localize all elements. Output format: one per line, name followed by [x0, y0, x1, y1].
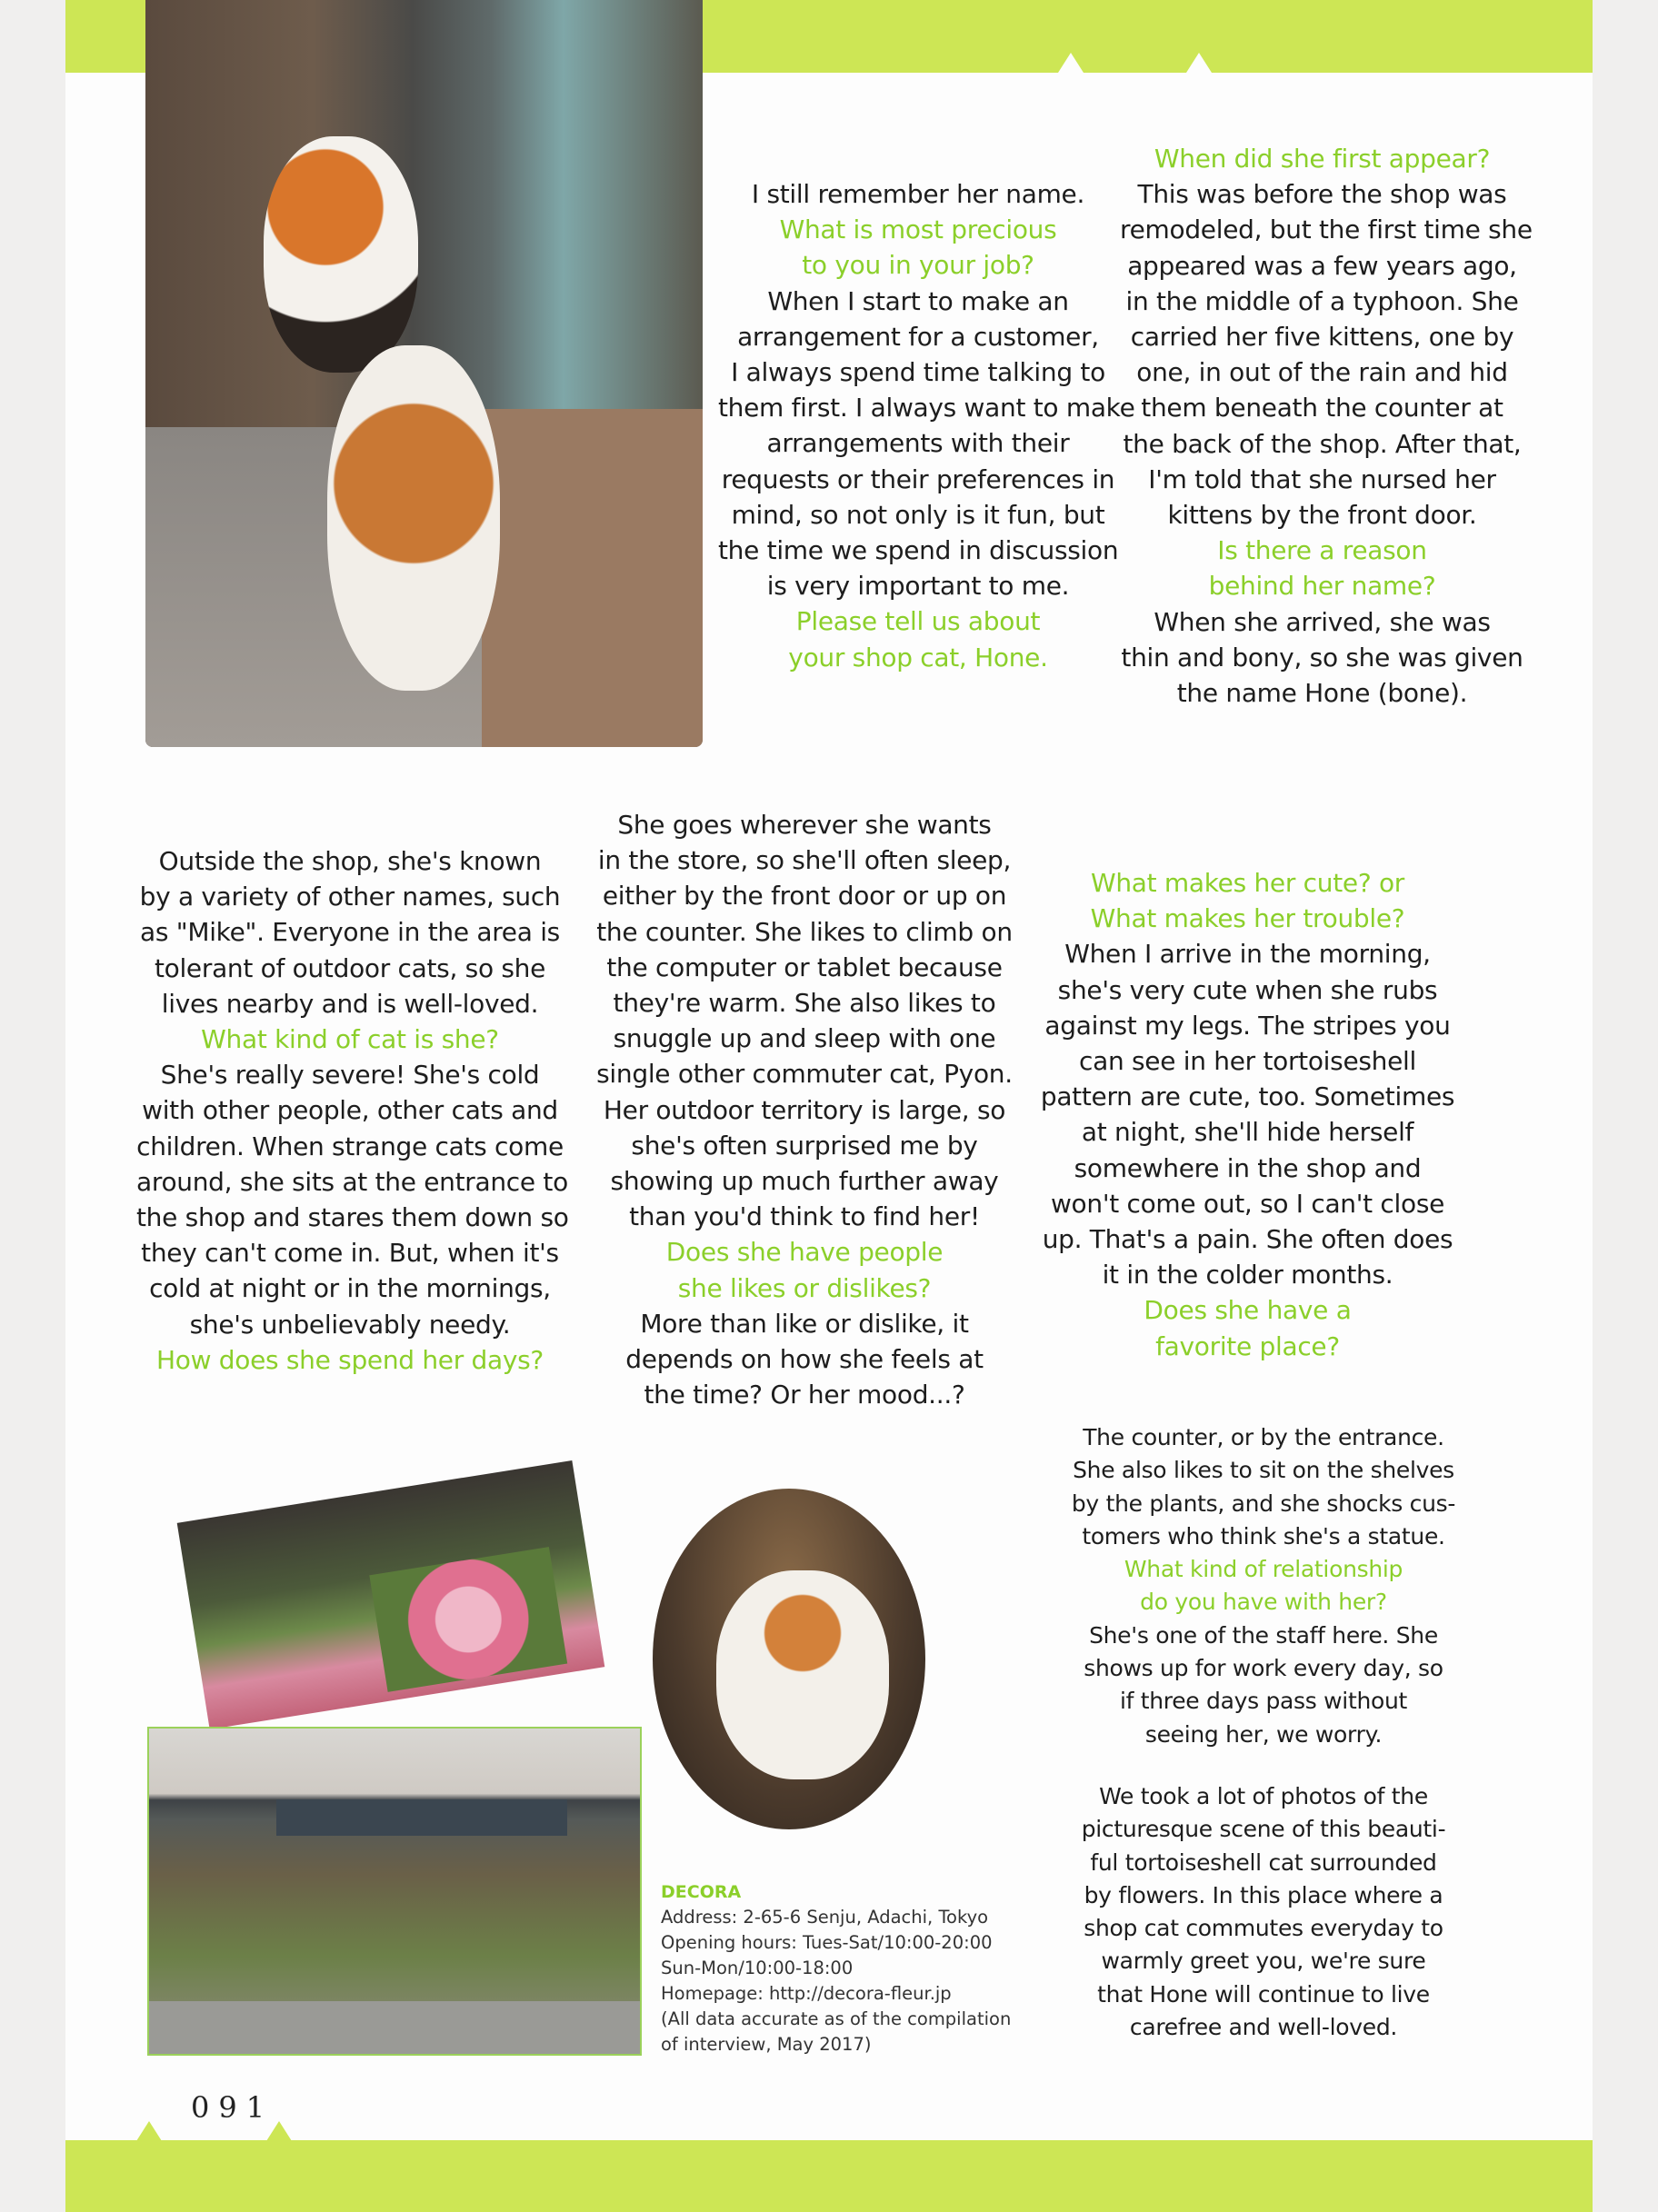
interview-answer-line: seeing her, we worry. [1144, 1720, 1383, 1748]
interview-answer-line: them first. I always want to make [718, 393, 1135, 423]
shop-name: DECORA [661, 1882, 742, 1902]
cat-climbing-photo [145, 0, 703, 747]
interview-answer-line: up. That's a pain. She often does [1042, 1224, 1453, 1255]
interview-answer-line: remodeled, but the first time she [1120, 214, 1533, 245]
text-column-middle-center [591, 807, 1018, 1412]
shop-hours: Opening hours: Tues-Sat/10:00-20:00 [661, 1932, 993, 1953]
interview-answer-line: tolerant of outdoor cats, so she [154, 952, 546, 983]
interview-answer-line: snuggle up and sleep with one [613, 1023, 996, 1054]
interview-answer-line: by flowers. In this place where a [1084, 1881, 1443, 1908]
interview-answer-line: cold at night or in the mornings, [149, 1273, 551, 1304]
interview-question-line: What kind of cat is she? [201, 1024, 499, 1055]
interview-answer-line: mind, so not only is it fun, but [731, 499, 1105, 530]
bottom-accent-band [65, 2140, 1593, 2212]
interview-answer-line: either by the front door or up on [602, 881, 1007, 912]
interview-answer-line: is very important to me. [766, 571, 1070, 602]
shop-note: (All data accurate as of the compilation [661, 2008, 1012, 2029]
interview-answer-line: the counter. She likes to climb on [596, 916, 1013, 947]
interview-answer-line: Outside the shop, she's known [158, 846, 542, 876]
text-column-top-right [1120, 141, 1533, 711]
interview-question-line: to you in your job? [802, 250, 1034, 281]
interview-answer-line: kittens by the front door. [1167, 500, 1477, 531]
interview-answer-line: in the store, so she'll often sleep, [597, 845, 1012, 876]
interview-answer-line: she's very cute when she rubs [1057, 974, 1438, 1005]
interview-answer-line: carried her five kittens, one by [1130, 322, 1514, 353]
interview-answer-line: the time? Or her mood...? [644, 1380, 965, 1410]
interview-answer-line: the name Hone (bone). [1176, 678, 1468, 709]
interview-answer-line: by a variety of other names, such [139, 882, 561, 912]
interview-answer-line: ful tortoiseshell cat surrounded [1090, 1848, 1437, 1876]
interview-answer-line: She's really severe! She's cold [160, 1060, 540, 1091]
interview-answer-line: the computer or tablet because [606, 952, 1003, 982]
cat-oval-photo [653, 1489, 925, 1829]
interview-question-line: favorite place? [1155, 1330, 1340, 1361]
interview-answer-line: around, she sits at the entrance to [136, 1166, 568, 1197]
interview-answer-line: When I start to make an [767, 285, 1069, 316]
interview-question-line: Does she have people [665, 1237, 944, 1268]
interview-answer-line: against my legs. The stripes you [1044, 1010, 1451, 1041]
interview-answer-line: picturesque scene of this beauti- [1081, 1816, 1446, 1843]
interview-answer-line: in the middle of a typhoon. She [1125, 285, 1519, 316]
interview-answer-line: the shop and stares them down so [136, 1202, 569, 1233]
interview-answer-line: by the plants, and she shocks cus- [1071, 1490, 1456, 1517]
interview-question-line: What makes her cute? or [1090, 868, 1405, 898]
interview-question-line: your shop cat, Hone. [788, 642, 1048, 673]
interview-answer-line: lives nearby and is well-loved. [161, 988, 539, 1019]
interview-answer-line: children. When strange cats come [136, 1131, 564, 1161]
page-number: 091 [191, 2090, 275, 2125]
interview-answer-line: When she arrived, she was [1154, 606, 1491, 637]
interview-answer-line: showing up much further away [610, 1166, 999, 1197]
interview-question-line: Does she have a [1144, 1295, 1352, 1326]
interview-answer-line: pattern are cute, too. Sometimes [1040, 1081, 1455, 1112]
band-notch [136, 2121, 162, 2141]
interview-question-line: What is most precious [779, 214, 1057, 245]
interview-answer-line: The counter, or by the entrance. [1083, 1424, 1444, 1450]
interview-answer-line: she's often surprised me by [631, 1130, 978, 1161]
interview-answer-line: the time we spend in discussion [718, 535, 1119, 566]
interview-answer-line: single other commuter cat, Pyon. [596, 1059, 1013, 1090]
paragraph-gap [1054, 1751, 1473, 1780]
text-column-top-middle [718, 176, 1135, 675]
interview-answer-line: I'm told that she nursed her [1148, 463, 1496, 494]
interview-answer-line: She's one of the staff here. She [1089, 1621, 1438, 1649]
interview-answer-line: requests or their preferences in [721, 463, 1115, 494]
interview-answer-line: with other people, other cats and [142, 1095, 558, 1126]
interview-answer-line: She goes wherever she wants [617, 810, 992, 840]
interview-question-line: Is there a reason [1217, 535, 1427, 566]
interview-answer-line: warmly greet you, we're sure [1101, 1948, 1426, 1975]
interview-answer-line: depends on how she feels at [625, 1344, 984, 1375]
shop-info-block [661, 1879, 1011, 2058]
interview-answer-line: they can't come in. But, when it's [141, 1238, 559, 1269]
interview-answer-line: one, in out of the rain and hid [1136, 357, 1508, 388]
interview-answer-line: She also likes to sit on the shelves [1073, 1457, 1454, 1484]
interview-answer-line: arrangement for a customer, [737, 321, 1099, 352]
interview-question-line: do you have with her? [1140, 1589, 1387, 1616]
interview-question-line: What kind of relationship [1124, 1556, 1403, 1583]
interview-answer-line: I still remember her name. [751, 179, 1085, 209]
interview-answer-line: she's unbelievably needy. [189, 1309, 511, 1340]
interview-question-line: she likes or dislikes? [677, 1272, 932, 1303]
interview-answer-line: tomers who think she's a statue. [1082, 1522, 1445, 1549]
interview-answer-line: that Hone will continue to live [1097, 1980, 1430, 2008]
interview-answer-line: them beneath the counter at [1141, 393, 1503, 423]
interview-answer-line: shows up for work every day, so [1084, 1655, 1443, 1682]
interview-answer-line: won't come out, so I can't close [1050, 1188, 1445, 1219]
interview-answer-line: if three days pass without [1119, 1688, 1408, 1715]
shop-storefront-photo [147, 1727, 642, 2056]
interview-answer-line: Her outdoor territory is large, so [603, 1094, 1006, 1125]
band-notch [1058, 53, 1084, 73]
interview-answer-line: More than like or dislike, it [640, 1308, 969, 1339]
interview-answer-line: than you'd think to find her! [629, 1201, 980, 1232]
shop-address: Address: 2-65-6 Senju, Adachi, Tokyo [661, 1907, 989, 1928]
interview-answer-line: This was before the shop was [1137, 179, 1507, 210]
interview-question-line: behind her name? [1208, 571, 1436, 602]
shop-hours: Sun-Mon/10:00-18:00 [661, 1958, 854, 1978]
interview-answer-line: it in the colder months. [1102, 1260, 1393, 1290]
text-column-bottom-right [1054, 1421, 1473, 2044]
interview-question-line: When did she first appear? [1154, 144, 1491, 174]
interview-answer-line: thin and bony, so she was given [1121, 642, 1523, 673]
shop-note: of interview, May 2017) [661, 2034, 872, 2055]
interview-answer-line: they're warm. She also likes to [613, 988, 996, 1019]
interview-answer-line: at night, she'll hide herself [1081, 1117, 1414, 1148]
interview-answer-line: When I arrive in the morning, [1064, 939, 1431, 970]
interview-answer-line: the back of the shop. After that, [1123, 428, 1522, 459]
interview-answer-line: We took a lot of photos of the [1099, 1782, 1428, 1809]
interview-question-line: Please tell us about [795, 606, 1041, 637]
interview-answer-line: arrangements with their [766, 428, 1070, 459]
band-notch [1186, 53, 1212, 73]
interview-answer-line: can see in her tortoiseshell [1079, 1046, 1416, 1077]
interview-answer-line: appeared was a few years ago, [1127, 250, 1517, 281]
interview-answer-line: carefree and well-loved. [1129, 2014, 1398, 2041]
interview-answer-line: shop cat commutes everyday to [1084, 1915, 1443, 1942]
interview-answer-line: somewhere in the shop and [1074, 1152, 1422, 1183]
text-column-middle-left [136, 843, 569, 1378]
interview-question-line: What makes her trouble? [1090, 903, 1405, 934]
shop-homepage: Homepage: http://decora-fleur.jp [661, 1983, 952, 2004]
interview-question-line: How does she spend her days? [155, 1344, 544, 1375]
interview-answer-line: as "Mike". Everyone in the area is [140, 917, 560, 948]
text-column-middle-right [1036, 865, 1459, 1364]
interview-answer-line: I always spend time talking to [731, 357, 1105, 388]
